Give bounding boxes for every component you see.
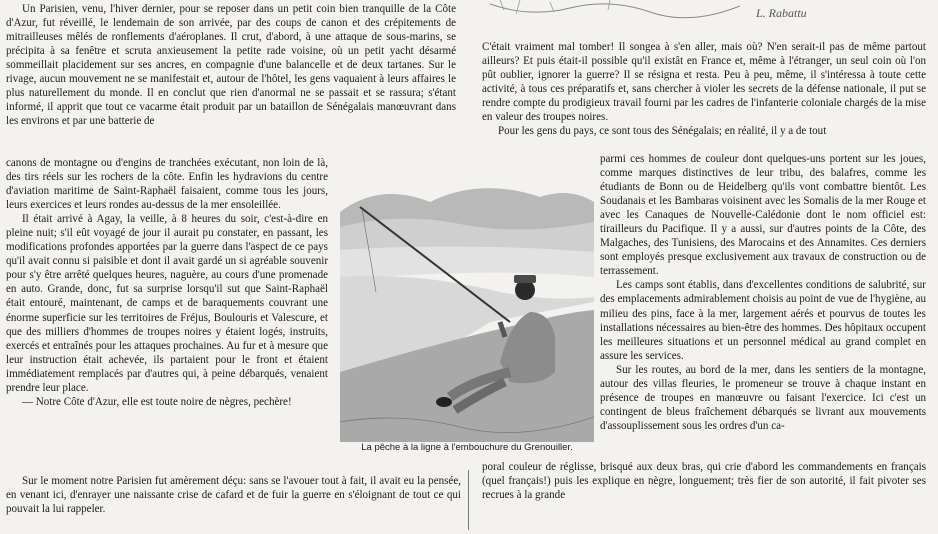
paragraph: Un Parisien, venu, l'hiver dernier, pour se reposer dans un petit coin bien tranquille de la Côte d'Azur, fut réveillé, le lendemain de son arrivée, par des coups de canon et des crépitements de mitrailleuses mêlés de ronflements d'aéroplanes. Il crut, d'abord, à une attaque de sous-marins, se précipita à sa fenêtre et scruta anxieusement la petite rade voisine, où un petit yacht désarmé sommeillait placidement sur ses ancres, en compagnie d'une balancelle et de deux tartanes. Sur le rivage, aucun mouvement ne se manifestait et, autour de l'hôtel, les gens vaquaient à leurs affaires le plus naturellement du monde. Il en conclut que rien d'anormal ne se passait et se rassura; s'étant informé, il apprit que tout ce vacarme était produit par un bataillon de Sénégalais manœuvrant dans les environs et par une batterie de	[6, 3, 456, 128]
paragraph: — Notre Côte d'Azur, elle est toute noire de nègres, pechère!	[22, 395, 292, 408]
top-sketch-illustration	[490, 0, 740, 26]
paragraph: parmi ces hommes de couleur dont quelques-uns portent sur les joues, comme marques distinctives de leur tribu, des balafres, comme les étudiants de Bonn ou de Heidelberg qu'ils vont combattre bientôt. Les Soudanais et les Bambaras voisinent avec les Somalis de la mer Rouge et avec les Canaques de Nouvelle-Calédonie dont le nom officiel est: tirailleurs du Pacifique. Il y a aussi, sur d'autres points de la Côte, des Malgaches, des Tunisiens, des Marocains et des Annamites. Ces derniers sont employés presque exclusivement aux travaux de construction ou de terrassement.	[600, 153, 926, 278]
column-divider	[468, 470, 469, 530]
left-column-narrow	[6, 156, 328, 409]
left-column-top	[6, 2, 456, 128]
fishing-illustration	[340, 172, 594, 456]
fisherman-drawing	[340, 172, 594, 442]
left-column-bottom	[6, 474, 461, 516]
paragraph: Il était arrivé à Agay, la veille, à 8 heures du soir, c'est-à-dire en pleine nuit; s'il eût voyagé de jour il aurait pu constater, en passant, les modifications profondes apportées par la guerre dans l'aspect de ce pays qu'il avait connu si paisible et dont il avait gardé un si agréable souvenir pour s'y être arrêté quelques heures, naguère, au cours d'une promenade en auto. Grande, donc, fut sa surprise lorsqu'il sut que Saint-Raphaël était entouré, maintenant, de camps et de baraquements couvrant une énorme superficie sur les territoires de Fréjus, Boulouris et Valescure, et que des milliers d'hommes de troupes noires y étaient logés, instruits, exercés et entraînés pour les attaques prochaines. Au fur et à mesure que leur instruction était achevée, ils partaient pour le front et étaient immédiatement remplacés par d'autres qui, à peine débarqués, venaient prendre leur place.	[6, 213, 328, 394]
figure-caption: La pêche à la ligne à l'embouchure du Grenouiller.	[361, 442, 573, 453]
paragraph: Sur le moment notre Parisien fut amèrement déçu: sans se l'avouer tout à fait, il avait eu la pensée, en venant ici, d'enrayer une naissante crise de cafard et de fuir la guerre en s'éloignant de tout ce qui pouvait la lui rappeler.	[6, 475, 461, 516]
paragraph: Sur les routes, au bord de la mer, dans les sentiers de la montagne, autour des villas fleuries, le promeneur se trouve à chaque instant en présence de troupes en manœuvre ou faisant l'exercice. Ici c'est un contingent de bleus fraîchement débarqués se livrant aux mouvements d'assouplissement sous les ordres d'un ca-	[600, 363, 926, 432]
paragraph: canons de montagne ou d'engins de tranchées exécutant, non loin de là, des tirs réels sur les rochers de la côte. Enfin les hydravions du centre d'aviation maritime de Saint-Raphaël faisaient, comme tous les jours, leurs exercices et leurs rondes au-dessus de la mer ensoleillée.	[6, 157, 328, 212]
paragraph: poral couleur de réglisse, brisqué aux deux bras, qui crie d'abord les commandements en français (quel français!) puis les explique en nègre, longuement; très fier de son autorité, il fait pivoter ses recrues à la grande	[482, 461, 926, 502]
artist-signature: L. Rabattu	[756, 6, 807, 20]
paragraph: Pour les gens du pays, ce sont tous des Sénégalais; en réalité, il y a de tout	[498, 125, 827, 138]
paragraph: C'était vraiment mal tomber! Il songea à s'en aller, mais où? N'en serait-il pas de même partout ailleurs? Et puis était-il possible qu'il existât en France et, même à l'étranger, un seul coin où l'on pût oublier, ignorer la guerre? Il se résigna et resta. Peu à peu, même, il s'intéressa à toute cette activité, à tous ces préparatifs et, sans chercher à violer les secrets de la défense nationale, il put se rendre compte du prodigieux travail fourni par les cadres de l'infanterie coloniale chargés de la mise en valeur des troupes noires.	[482, 41, 926, 124]
right-column-narrow	[600, 152, 926, 433]
right-column-top	[482, 40, 926, 138]
paragraph: Les camps sont établis, dans d'excellentes conditions de salubrité, sur des emplacements admirablement choisis au point de vue de l'hygiène, au milieu des pins, face à la mer, largement aérés et pourvus de toutes les installations nécessaires au bien-être des hommes. Des hôpitaux occupent les meilleures situations et un personnel médical au grand complet en assure les services.	[600, 279, 926, 362]
right-column-bottom	[482, 460, 926, 502]
